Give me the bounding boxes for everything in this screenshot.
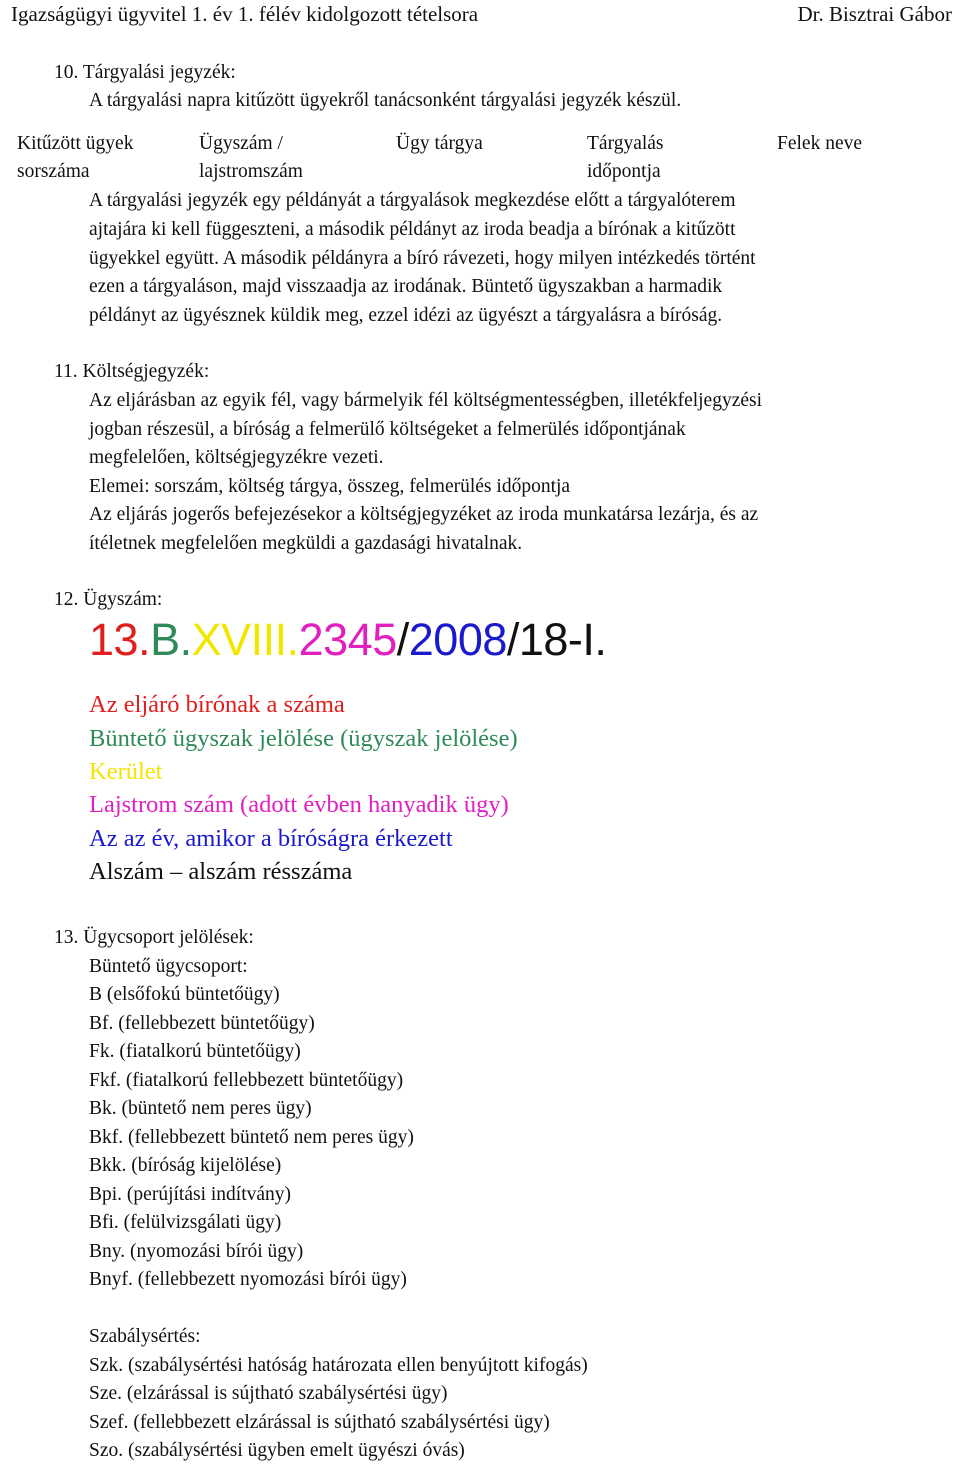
section13-title: 13. Ügycsoport jelölések: [54, 927, 254, 948]
legend-year: Az az év, amikor a bíróságra érkezett [89, 825, 453, 852]
case-group-item: Bkk. (bíróság kijelölése) [89, 1155, 282, 1176]
col-header-line: Ügyszám / [199, 133, 283, 154]
case-group-item: Bnyf. (fellebbezett nyomozási bírói ügy) [89, 1269, 407, 1290]
case-number-branch: B. [150, 614, 192, 665]
case-number-year: 2008 [408, 614, 507, 665]
offense-item: Sze. (elzárással is sújtható szabálysértési ügy) [89, 1383, 448, 1404]
col-header-line: lajstromszám [199, 161, 303, 182]
section11-line: Az eljárásban az egyik fél, vagy bármelyik fél költségmentességben, illetékfeljegyzési [89, 390, 763, 411]
col-header-line: időpontja [587, 161, 661, 182]
section10-paragraph-line: ajtajára ki kell függeszteni, a második példányt az iroda beadja a bírónak a kitűzött [89, 219, 736, 240]
case-number-subnumber: /18-I. [506, 614, 607, 665]
section10-intro: A tárgyalási napra kitűzött ügyekről tanácsonként tárgyalási jegyzék készül. [89, 90, 682, 111]
legend-register: Lajstrom szám (adott évben hanyadik ügy) [89, 791, 509, 818]
case-number-district: XVIII. [191, 614, 299, 665]
case-number-register: 2345 [298, 614, 397, 665]
legend-district: Kerület [89, 758, 163, 785]
legend-branch: Büntető ügyszak jelölése (ügyszak jelölése) [89, 725, 518, 752]
case-group-item: Bpi. (perújítási indítvány) [89, 1184, 292, 1205]
col-header-line: Kitűzött ügyek [17, 133, 134, 154]
section10-paragraph-line: ügyekkel együtt. A második példányra a bíró rávezeti, hogy milyen intézkedés történt [89, 248, 756, 269]
offense-item: Szo. (szabálysértési ügyben emelt ügyészi óvás) [89, 1440, 465, 1461]
header-right: Dr. Bisztrai Gábor [797, 2, 952, 26]
case-group-item: Fkf. (fiatalkorú fellebbezett büntetőügy) [89, 1070, 404, 1091]
section10-paragraph-line: példányt az ügyésznek küldik meg, ezzel idézi az ügyészt a tárgyalásra a bíróság. [89, 305, 723, 326]
case-group-item: Bk. (büntető nem peres ügy) [89, 1098, 312, 1119]
case-group-item: Bny. (nyomozási bírói ügy) [89, 1241, 304, 1262]
case-group-item: Bkf. (fellebbezett büntető nem peres ügy) [89, 1127, 414, 1148]
offense-heading: Szabálysértés: [89, 1326, 201, 1347]
case-group-item: Bf. (fellebbezett büntetőügy) [89, 1013, 315, 1034]
case-group-item: B (elsőfokú büntetőügy) [89, 984, 280, 1005]
section11-line: Az eljárás jogerős befejezésekor a költségjegyzéket az iroda munkatársa lezárja, és az [89, 504, 759, 525]
case-group-item: Bfi. (felülvizsgálati ügy) [89, 1212, 282, 1233]
section11-line: Elemei: sorszám, költség tárgya, összeg, felmerülés időpontja [89, 476, 571, 497]
col-header-line: sorszáma [17, 161, 90, 182]
case-number-slash: / [396, 614, 409, 665]
section12-title: 12. Ügyszám: [54, 589, 163, 610]
offense-item: Szef. (fellebbezett elzárással is sújtható szabálysértési ügy) [89, 1412, 550, 1433]
section11-line: megfelelően, költségjegyzékre vezeti. [89, 447, 384, 468]
section10-title: 10. Tárgyalási jegyzék: [54, 62, 236, 83]
section10-paragraph-line: A tárgyalási jegyzék egy példányát a tárgyalások megkezdése előtt a tárgyalóterem [89, 190, 736, 211]
legend-subnumber: Alszám – alszám résszáma [89, 858, 353, 885]
col-header-line: Felek neve [777, 133, 863, 154]
legend-judge: Az eljáró bírónak a száma [89, 691, 345, 718]
section11-line: jogban részesül, a bíróság a felmerülő költségeket a felmerülés időpontjának [89, 419, 686, 440]
section11-line: ítéletnek megfelelően megküldi a gazdasági hivatalnak. [89, 533, 523, 554]
criminal-heading: Büntető ügycsoport: [89, 956, 248, 977]
col-header-line: Ügy tárgya [396, 133, 483, 154]
offense-item: Szk. (szabálysértési hatóság határozata ellen benyújtott kifogás) [89, 1355, 588, 1376]
case-number-judge: 13. [89, 614, 151, 665]
header-left: Igazságügyi ügyvitel 1. év 1. félév kidolgozott tételsora [11, 2, 479, 26]
section11-title: 11. Költségjegyzék: [54, 361, 210, 382]
section10-paragraph-line: ezen a tárgyaláson, majd visszaadja az irodának. Büntető ügyszakban a harmadik [89, 276, 723, 297]
case-group-item: Fk. (fiatalkorú büntetőügy) [89, 1041, 301, 1062]
case-number [89, 614, 606, 666]
col-header-line: Tárgyalás [587, 133, 664, 154]
